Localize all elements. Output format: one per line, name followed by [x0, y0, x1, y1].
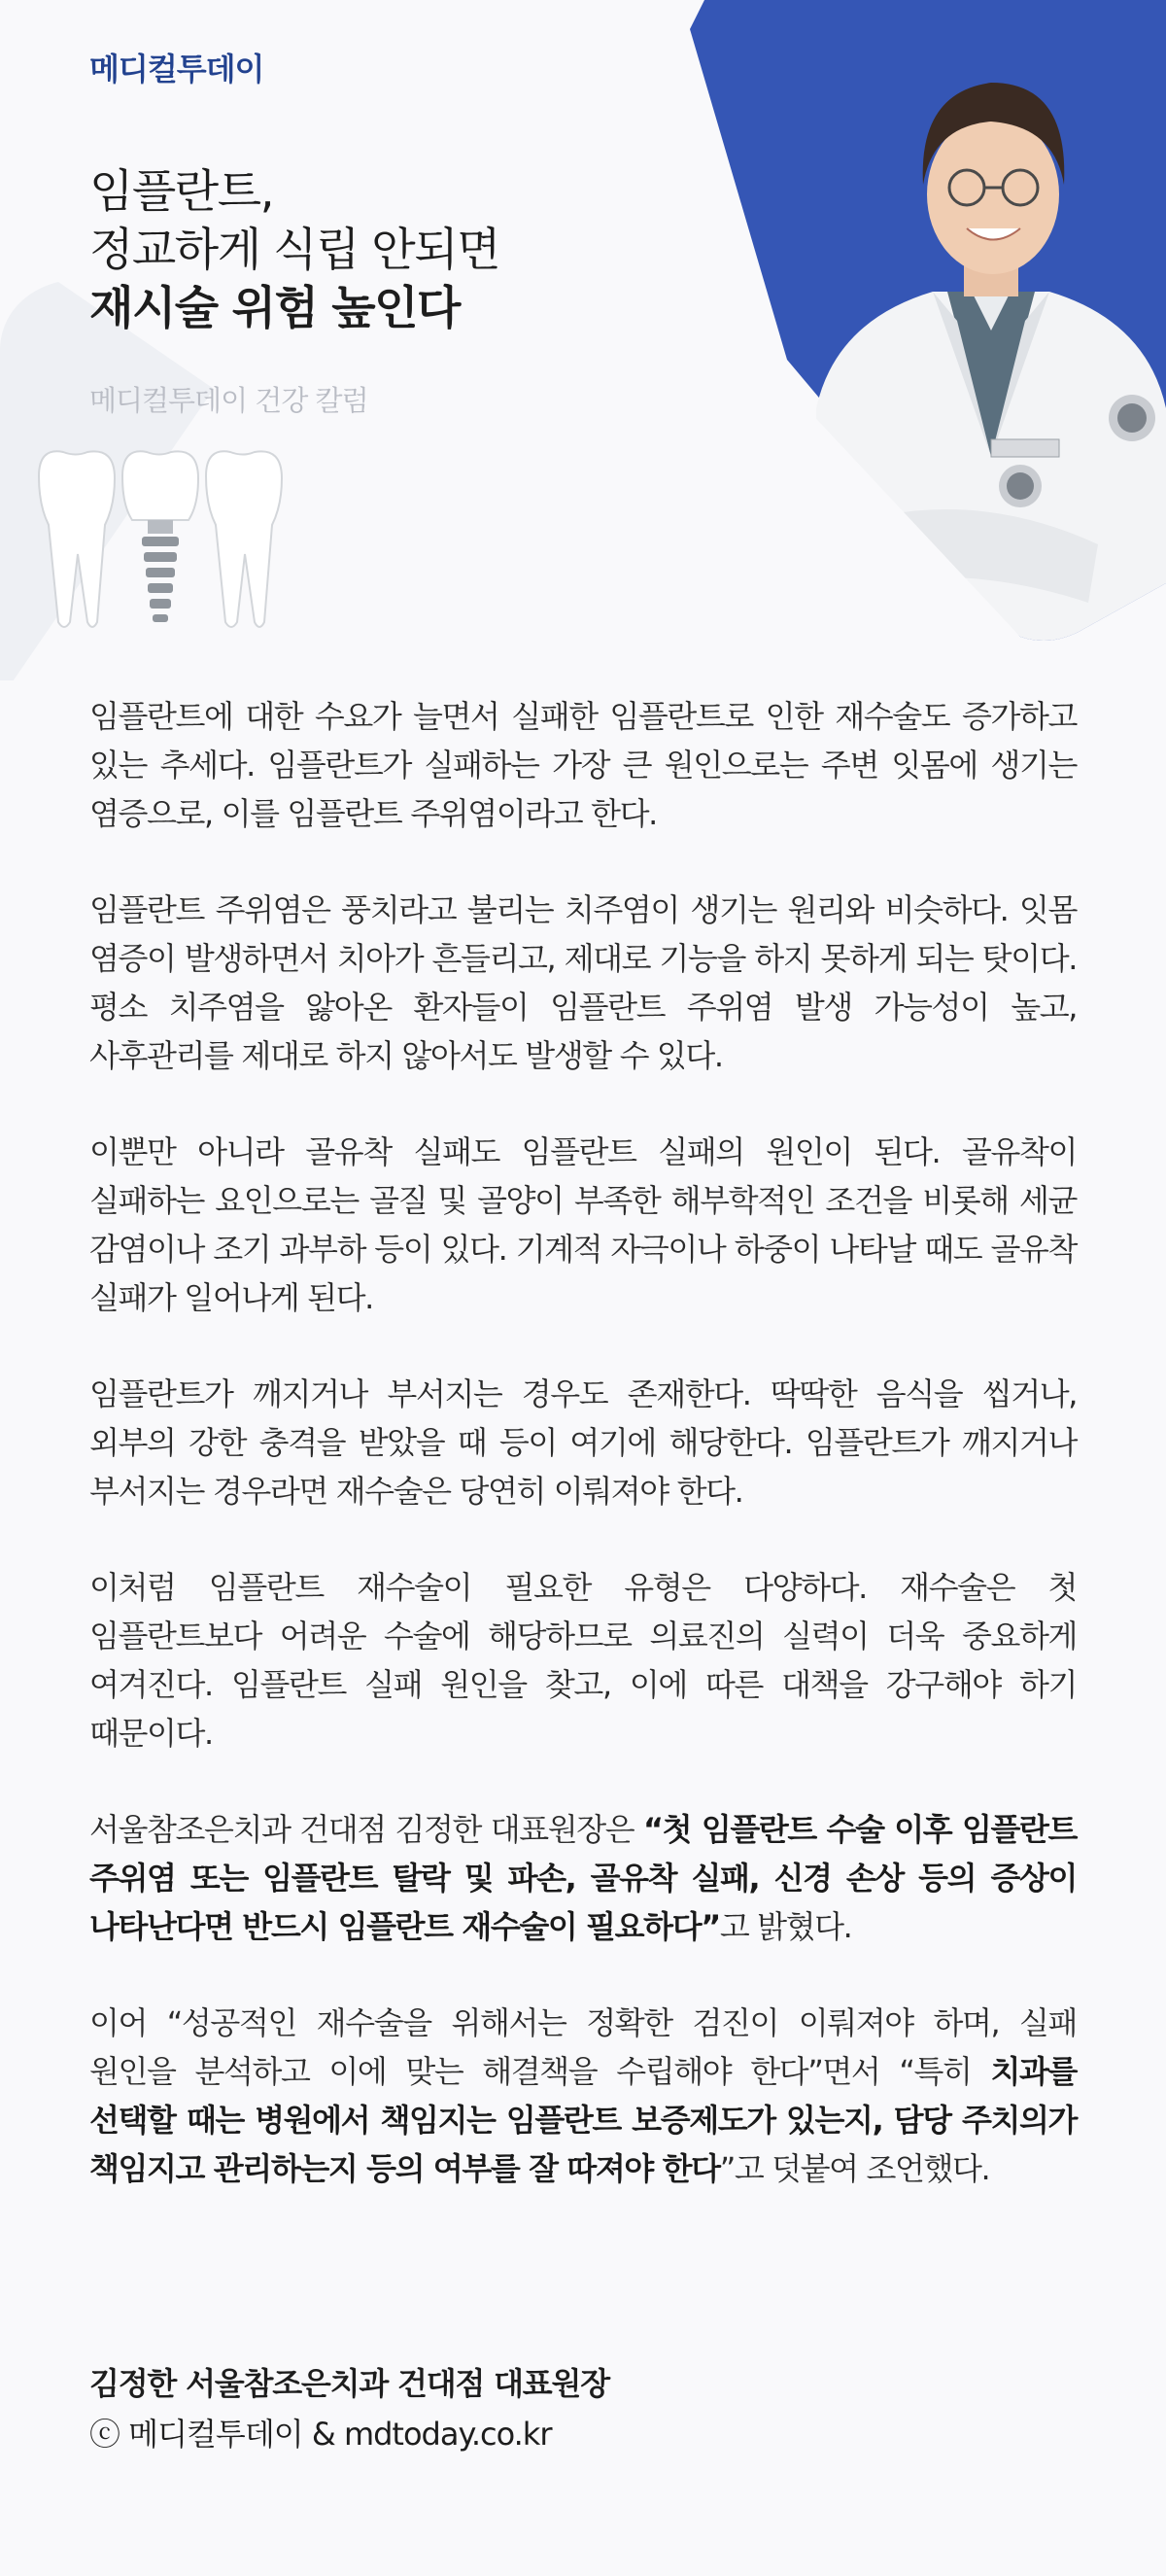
- column-label: 메디컬투데이 건강 칼럼: [89, 384, 368, 417]
- advice-outro: ”고 덧붙여 조언했다.: [719, 2150, 990, 2187]
- teeth-implant-icon: [0, 399, 311, 651]
- author-signature: [89, 2358, 609, 2459]
- author-name: 김정한 서울참조은치과 건대점 대표원장: [89, 2365, 609, 2402]
- advice-intro: 이어 “성공적인 재수술을 위해서는 정확한 검진이 이뤄져야 하며, 실패 원인을 분석하고 이에 맞는 해결책을 수립해야 한다”면서 “특히: [89, 2004, 1077, 2090]
- brand-logo: 메디컬투데이: [89, 51, 264, 87]
- paragraph-7: [89, 1999, 1077, 2193]
- paragraph-6: [89, 1805, 1077, 1951]
- copyright-line: ⓒ 메디컬투데이 & mdtoday.co.kr: [89, 2416, 552, 2453]
- quote-outro: 고 밝혔다.: [719, 1908, 852, 1945]
- paragraph-5: 이처럼 임플란트 재수술이 필요한 유형은 다양하다. 재수술은 첫 임플란트보다 어려운 수술에 해당하므로 의료진의 실력이 더욱 중요하게 여겨진다. 임플란트 실패 원인을 찾고, 이에 따른 대책을 강구해야 하기 때문이다.: [89, 1569, 1077, 1752]
- headline: [89, 163, 634, 338]
- quote-bold: “첫 임플란트 수술 이후 임플란트 주위염 또는 임플란트 탈락 및 파손, 골유착 실패, 신경 손상 등의 증상이 나타난다면 반드시 임플란트 재수술이 필요하다”: [89, 1811, 1077, 1945]
- paragraph-4: 임플란트가 깨지거나 부서지는 경우도 존재한다. 딱딱한 음식을 씹거나, 외부의 강한 충격을 받았을 때 등이 여기에 해당한다. 임플란트가 깨지거나 부서지는 경우라면 재수술은 당연히 이뤄져야 한다.: [89, 1375, 1078, 1510]
- paragraph-1: 임플란트에 대한 수요가 늘면서 실패한 임플란트로 인한 재수술도 증가하고 있는 추세다. 임플란트가 실패하는 가장 큰 원인으로는 주변 잇몸에 생기는 염증으로, 이를 임플란트 주위염이라고 한다.: [89, 698, 1077, 832]
- headline-line-2: 정교하게 식립 안되면: [89, 224, 499, 277]
- quote-intro: 서울참조은치과 건대점 김정한 대표원장은: [89, 1811, 644, 1848]
- advice-bold: 치과를 선택할 때는 병원에서 책임지는 임플란트 보증제도가 있는지, 담당 주치의가 책임지고 관리하는지 등의 여부를 잘 따져야 한다: [89, 2053, 1077, 2187]
- article-body: [89, 692, 1077, 2241]
- headline-line-1: 임플란트,: [89, 165, 274, 219]
- headline-line-3: 재시술 위험 높인다: [89, 282, 460, 335]
- paragraph-3: 이뿐만 아니라 골유착 실패도 임플란트 실패의 원인이 된다. 골유착이 실패하는 요인으로는 골질 및 골양이 부족한 해부학적인 조건을 비롯해 세균 감염이나 조기 과부하 등이 있다. 기계적 자극이나 하중이 나타날 때도 골유착 실패가 일어나게 된다.: [89, 1133, 1077, 1316]
- paragraph-2: 임플란트 주위염은 풍치라고 불리는 치주염이 생기는 원리와 비슷하다. 잇몸 염증이 발생하면서 치아가 흔들리고, 제대로 기능을 하지 못하게 되는 탓이다. 평소 치주염을 앓아온 환자들이 임플란트 주위염 발생 가능성이 높고, 사후관리를 제대로 하지 않아서도 발생할 수 있다.: [89, 891, 1077, 1074]
